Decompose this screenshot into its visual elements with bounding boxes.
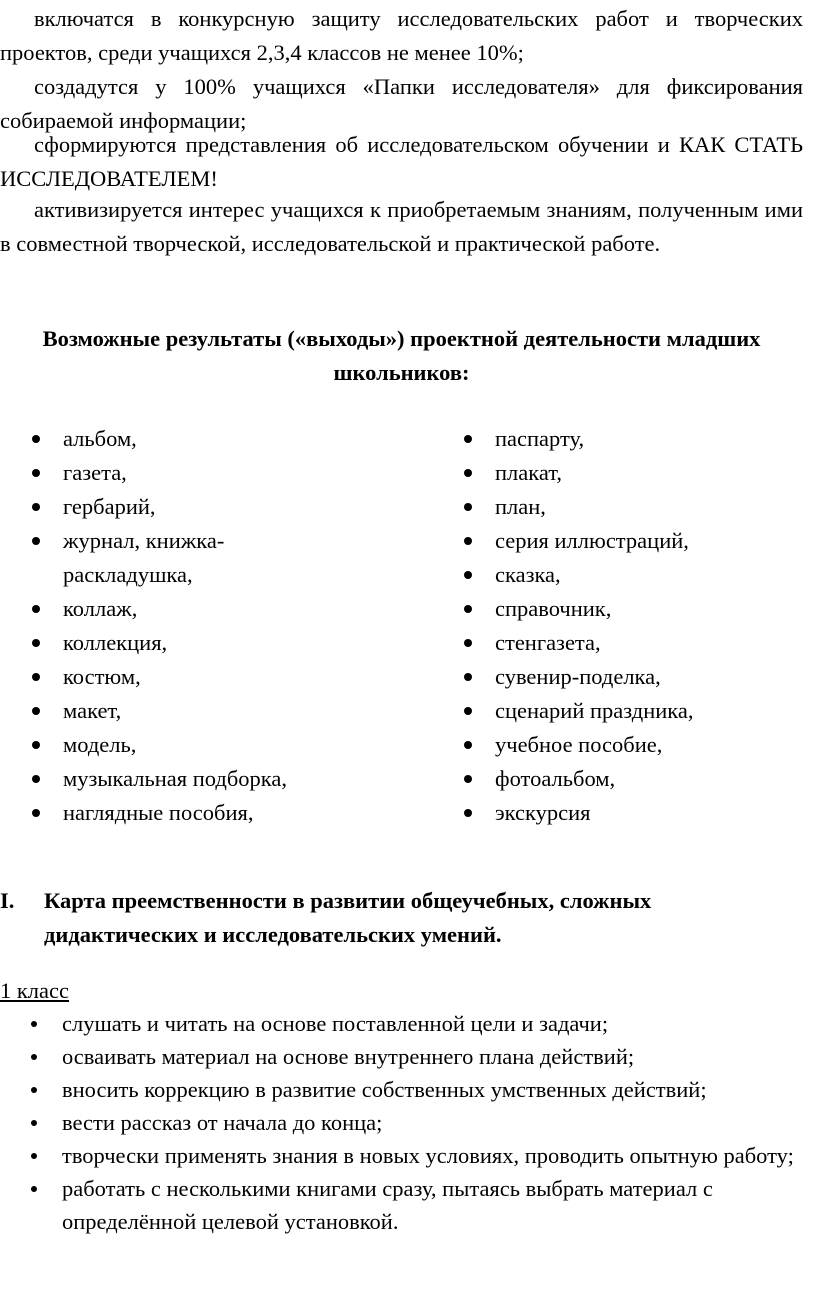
list-item: макет,	[30, 694, 330, 728]
list-item: учебное пособие,	[462, 728, 802, 762]
list-item: фотоальбом,	[462, 762, 802, 796]
list-item: плакат,	[462, 456, 802, 490]
intro-paragraph-2: создадутся у 100% учащихся «Папки исследователя» для фиксирования собираемой информации;	[0, 74, 803, 133]
list-item: газета,	[30, 456, 330, 490]
list-item: работать с несколькими книгами сразу, пытаясь выбрать материал с определённой целевой установкой.	[0, 1172, 800, 1238]
list-item: вести рассказ от начала до конца;	[0, 1106, 800, 1139]
list-item: серия иллюстраций,	[462, 524, 802, 558]
results-list-left	[30, 422, 330, 830]
list-item: журнал, книжка-раскладушка,	[30, 524, 330, 592]
list-item: коллекция,	[30, 626, 330, 660]
list-item: костюм,	[30, 660, 330, 694]
grade-label: 1 класс	[0, 978, 69, 1003]
list-item: сказка,	[462, 558, 802, 592]
list-item: музыкальная подборка,	[30, 762, 330, 796]
grade1-skills-list	[0, 1007, 800, 1238]
list-item: осваивать материал на основе внутреннего плана действий;	[0, 1040, 800, 1073]
results-list-right	[462, 422, 802, 830]
list-item: слушать и читать на основе поставленной цели и задачи;	[0, 1007, 800, 1040]
list-item: альбом,	[30, 422, 330, 456]
intro-paragraph-4: активизируется интерес учащихся к приобретаемым знаниям, полученным ими в совместной творческой, исследовательской и практической работе.	[0, 197, 803, 256]
list-item: наглядные пособия,	[30, 796, 330, 830]
intro-paragraph-3: сформируются представления об исследовательском обучении и КАК СТАТЬ ИССЛЕДОВАТЕЛЕМ!	[0, 132, 803, 191]
list-item: план,	[462, 490, 802, 524]
list-item: экскурсия	[462, 796, 802, 830]
list-item: коллаж,	[30, 592, 330, 626]
list-item: сувенир-поделка,	[462, 660, 802, 694]
list-item: вносить коррекцию в развитие собственных умственных действий;	[0, 1073, 800, 1106]
list-item: справочник,	[462, 592, 802, 626]
list-item: стенгазета,	[462, 626, 802, 660]
list-item: сценарий праздника,	[462, 694, 802, 728]
list-item: паспарту,	[462, 422, 802, 456]
intro-paragraph-1: включатся в конкурсную защиту исследовательских работ и творческих проектов, среди учащихся 2,3,4 классов не менее 10%;	[0, 6, 803, 65]
list-item: творчески применять знания в новых условиях, проводить опытную работу;	[0, 1139, 800, 1172]
section-number: I.	[0, 888, 15, 913]
list-item: модель,	[30, 728, 330, 762]
section-title: Карта преемственности в развитии общеучебных, сложных дидактических и исследовательских умений.	[44, 888, 652, 947]
results-heading: Возможные результаты («выходы») проектной деятельности младших школьников:	[42, 326, 761, 385]
list-item: гербарий,	[30, 490, 330, 524]
